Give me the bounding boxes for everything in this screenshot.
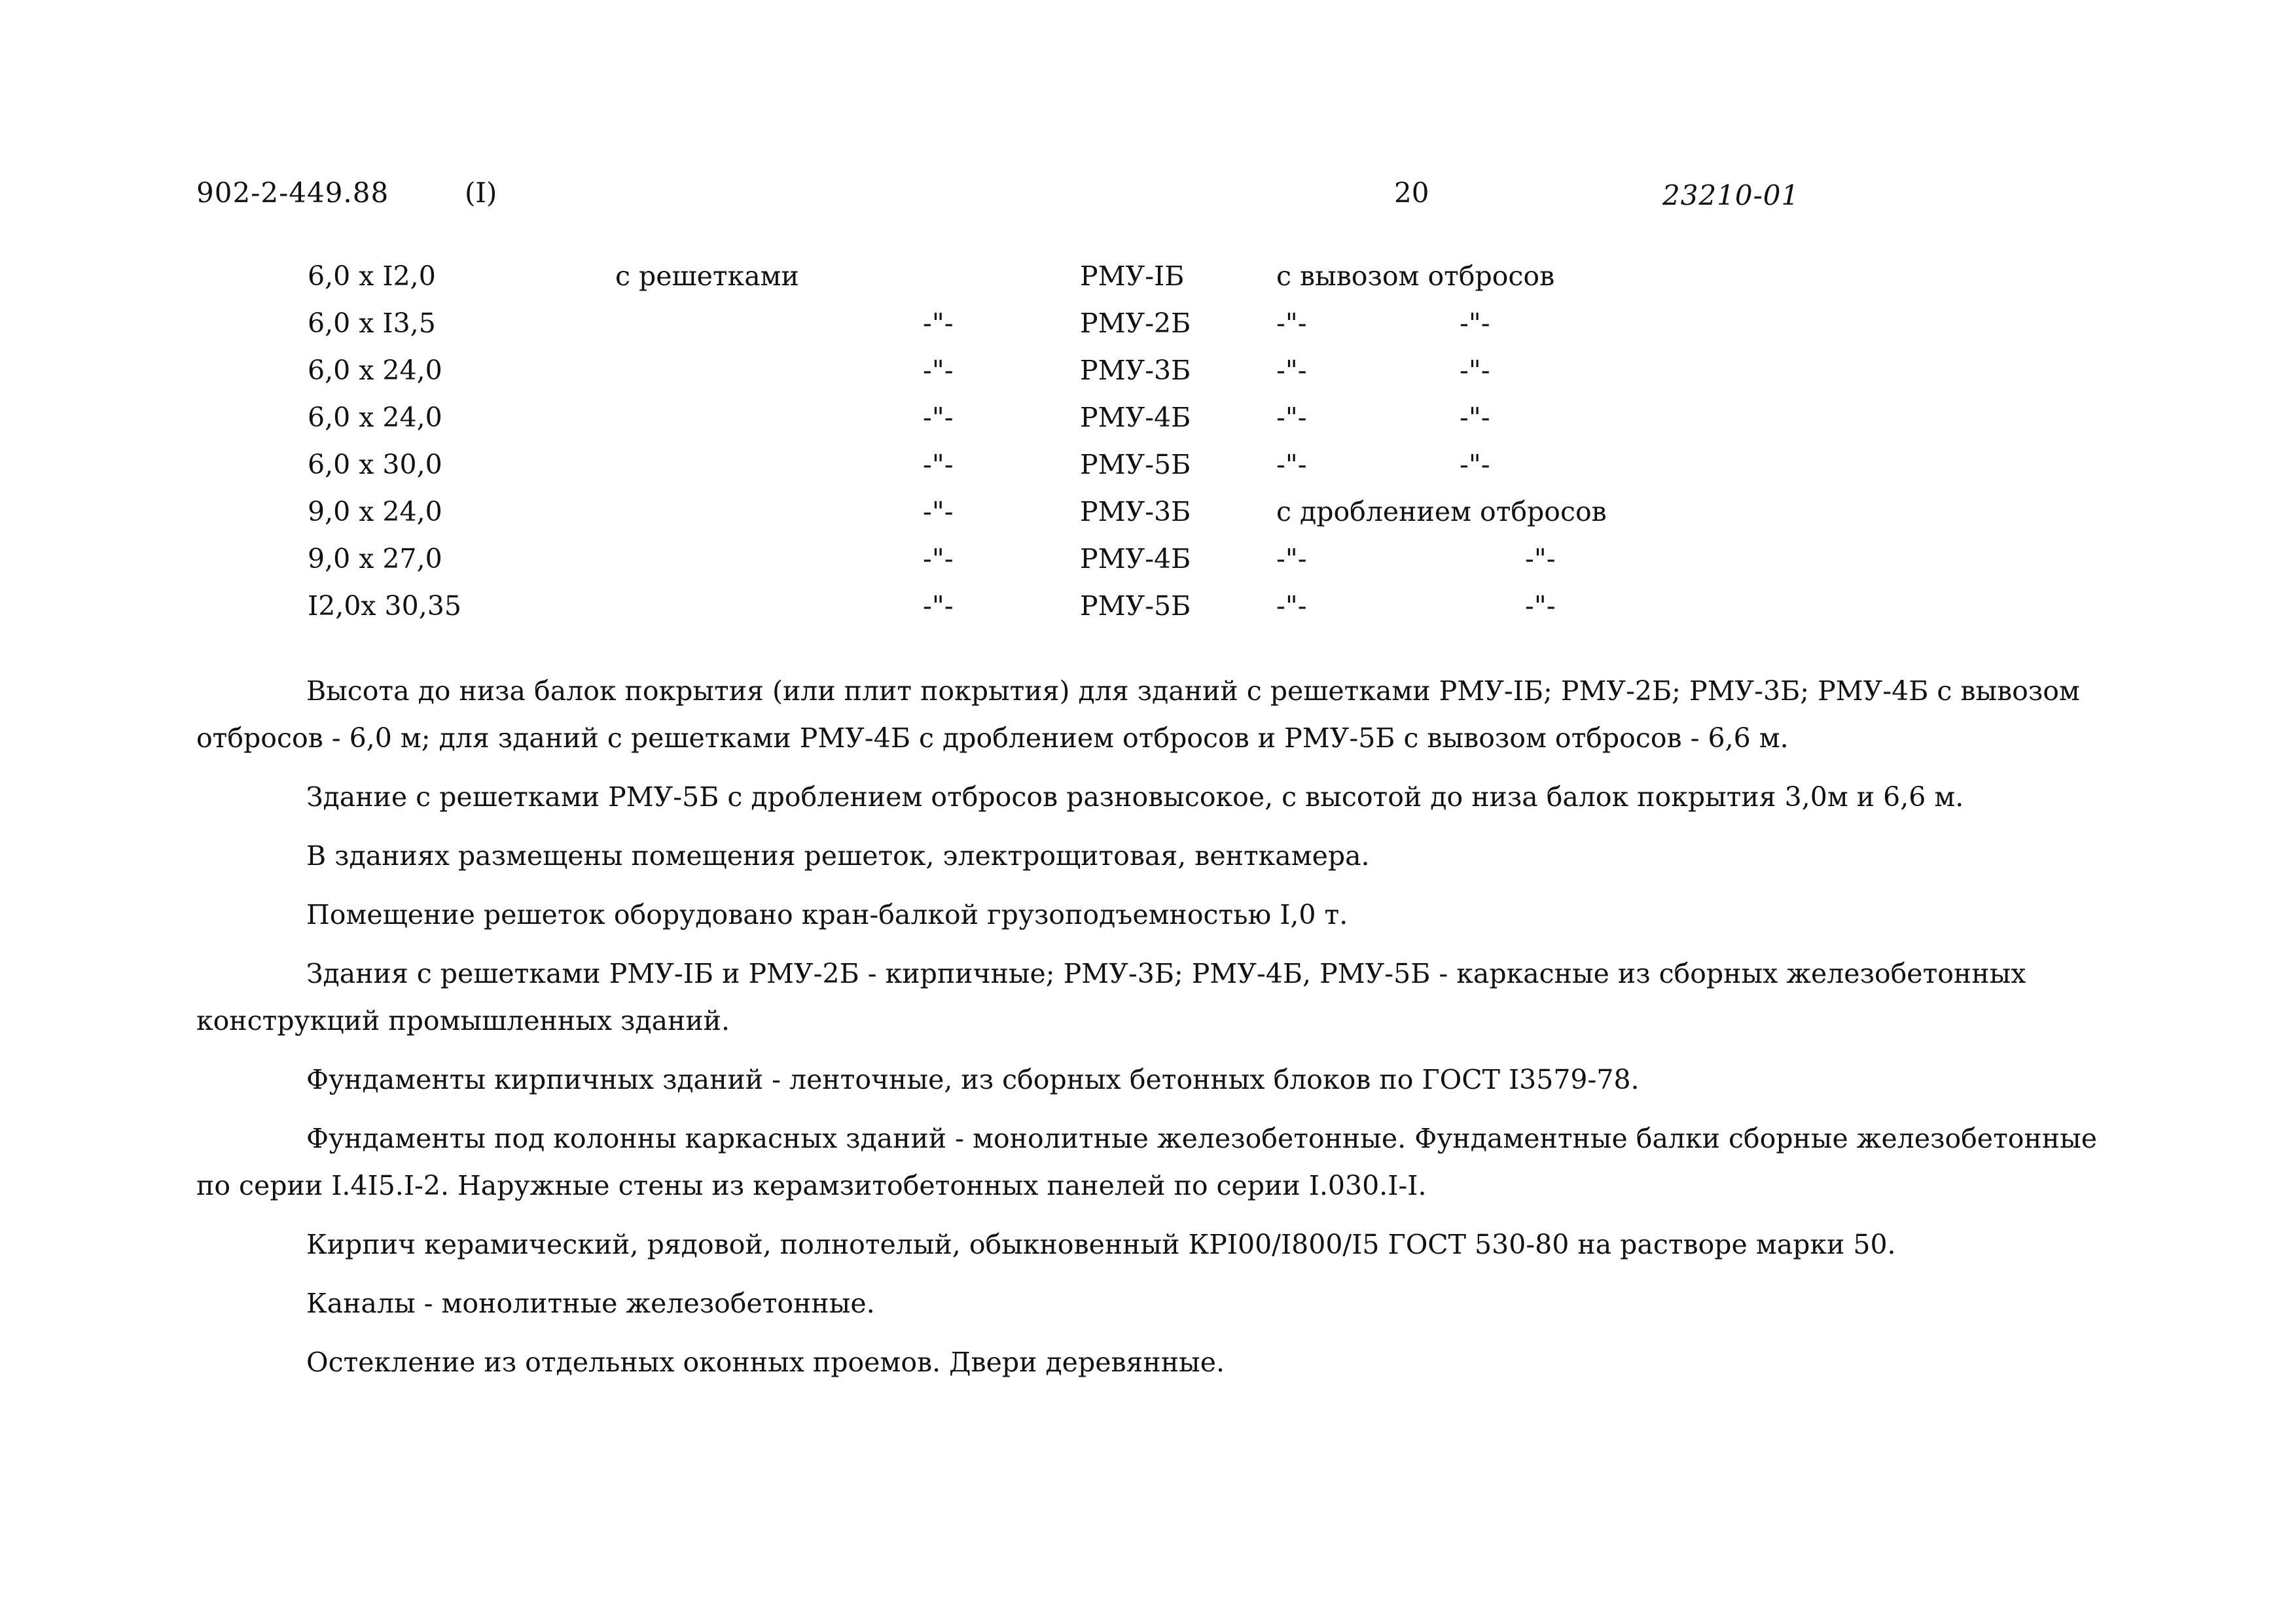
cell-grate: РМУ-3Б [1080, 496, 1191, 527]
cell-grate: РМУ-5Б [1080, 590, 1191, 622]
table-row [308, 543, 1813, 590]
cell-ditto: -"- [923, 355, 954, 386]
paragraph: В зданиях размещены помещения решеток, электрощитовая, венткамера. [306, 840, 1370, 872]
cell-ditto: -"- [1460, 449, 1490, 480]
cell-grate: РМУ-IБ [1080, 260, 1185, 292]
cell-size: 9,0 x 24,0 [308, 496, 442, 527]
cell-ditto: -"- [1460, 355, 1490, 386]
cell-size: I2,0x 30,35 [308, 590, 461, 622]
page-number: 20 [1394, 177, 1429, 209]
cell-ditto: -"- [1460, 402, 1490, 433]
document-code: 902-2-449.88 [196, 177, 389, 209]
cell-grate: РМУ-4Б [1080, 543, 1191, 574]
paragraph: Здания с решетками РМУ-IБ и РМУ-2Б - кирпичные; РМУ-3Б; РМУ-4Б, РМУ-5Б - каркасные из сборных железобетонных конструкций промышленных зданий. [196, 958, 2035, 1036]
archive-code: 23210-01 [1662, 179, 1800, 211]
cell-ditto: -"- [1276, 543, 1307, 574]
table-row [308, 260, 1813, 308]
cell-grate: РМУ-3Б [1080, 355, 1191, 386]
table-row [308, 590, 1813, 637]
cell-grate: РМУ-4Б [1080, 402, 1191, 433]
cell-size: 9,0 x 27,0 [308, 543, 442, 574]
cell-ditto: -"- [1525, 590, 1556, 622]
cell-size: 6,0 x I3,5 [308, 308, 436, 339]
cell-note: с дроблением отбросов [1276, 496, 1607, 527]
paragraph: Фундаменты кирпичных зданий - ленточные, из сборных бетонных блоков по ГОСТ I3579-78. [306, 1064, 1640, 1095]
paragraph: Каналы - монолитные железобетонные. [306, 1288, 875, 1319]
cell-ditto: -"- [923, 449, 954, 480]
page-header [196, 177, 2094, 222]
cell-ditto: -"- [1525, 543, 1556, 574]
cell-size: 6,0 x 24,0 [308, 355, 442, 386]
table-row [308, 355, 1813, 402]
cell-description: с решетками [615, 260, 799, 292]
cell-ditto: -"- [1276, 308, 1307, 339]
paragraph: Помещение решеток оборудовано кран-балкой грузоподъемностью I,0 т. [306, 899, 1348, 930]
table-row [308, 496, 1813, 543]
cell-ditto: -"- [923, 308, 954, 339]
cell-grate: РМУ-5Б [1080, 449, 1191, 480]
paragraph: Фундаменты под колонны каркасных зданий - монолитные железобетонные. Фундаментные балки сборные железобетонные по серии I.4I5.I-2. Наружные стены из керамзитобетонных панелей по серии I.030.I-I. [196, 1123, 2106, 1201]
cell-ditto: -"- [1276, 355, 1307, 386]
cell-ditto: -"- [923, 543, 954, 574]
document-part: (I) [465, 177, 497, 209]
cell-ditto: -"- [1460, 308, 1490, 339]
body-text [196, 667, 2114, 1398]
table-row [308, 402, 1813, 449]
cell-ditto: -"- [923, 402, 954, 433]
table-row [308, 308, 1813, 355]
specification-table [308, 260, 1813, 637]
cell-ditto: -"- [1276, 449, 1307, 480]
cell-size: 6,0 x 30,0 [308, 449, 442, 480]
paragraph: Кирпич керамический, рядовой, полнотелый, обыкновенный КРI00/I800/I5 ГОСТ 530-80 на растворе марки 50. [306, 1229, 1896, 1260]
paragraph: Высота до низа балок покрытия (или плит покрытия) для зданий с решетками РМУ-IБ; РМУ-2Б; РМУ-3Б; РМУ-4Б с вывозом отбросов - 6,0 м; для зданий с решетками РМУ-4Б с дроблением отбросов и РМУ-5Б с вывозом отбросов - 6,6 м. [196, 675, 2089, 754]
cell-size: 6,0 x 24,0 [308, 402, 442, 433]
cell-ditto: -"- [1276, 402, 1307, 433]
paragraph: Остекление из отдельных оконных проемов. Двери деревянные. [306, 1347, 1225, 1378]
cell-note: с вывозом отбросов [1276, 260, 1555, 292]
table-row [308, 449, 1813, 496]
paragraph: Здание с решетками РМУ-5Б с дроблением отбросов разновысокое, с высотой до низа балок покрытия 3,0м и 6,6 м. [306, 781, 1964, 813]
cell-ditto: -"- [1276, 590, 1307, 622]
cell-ditto: -"- [923, 590, 954, 622]
cell-size: 6,0 x I2,0 [308, 260, 436, 292]
cell-grate: РМУ-2Б [1080, 308, 1191, 339]
cell-ditto: -"- [923, 496, 954, 527]
